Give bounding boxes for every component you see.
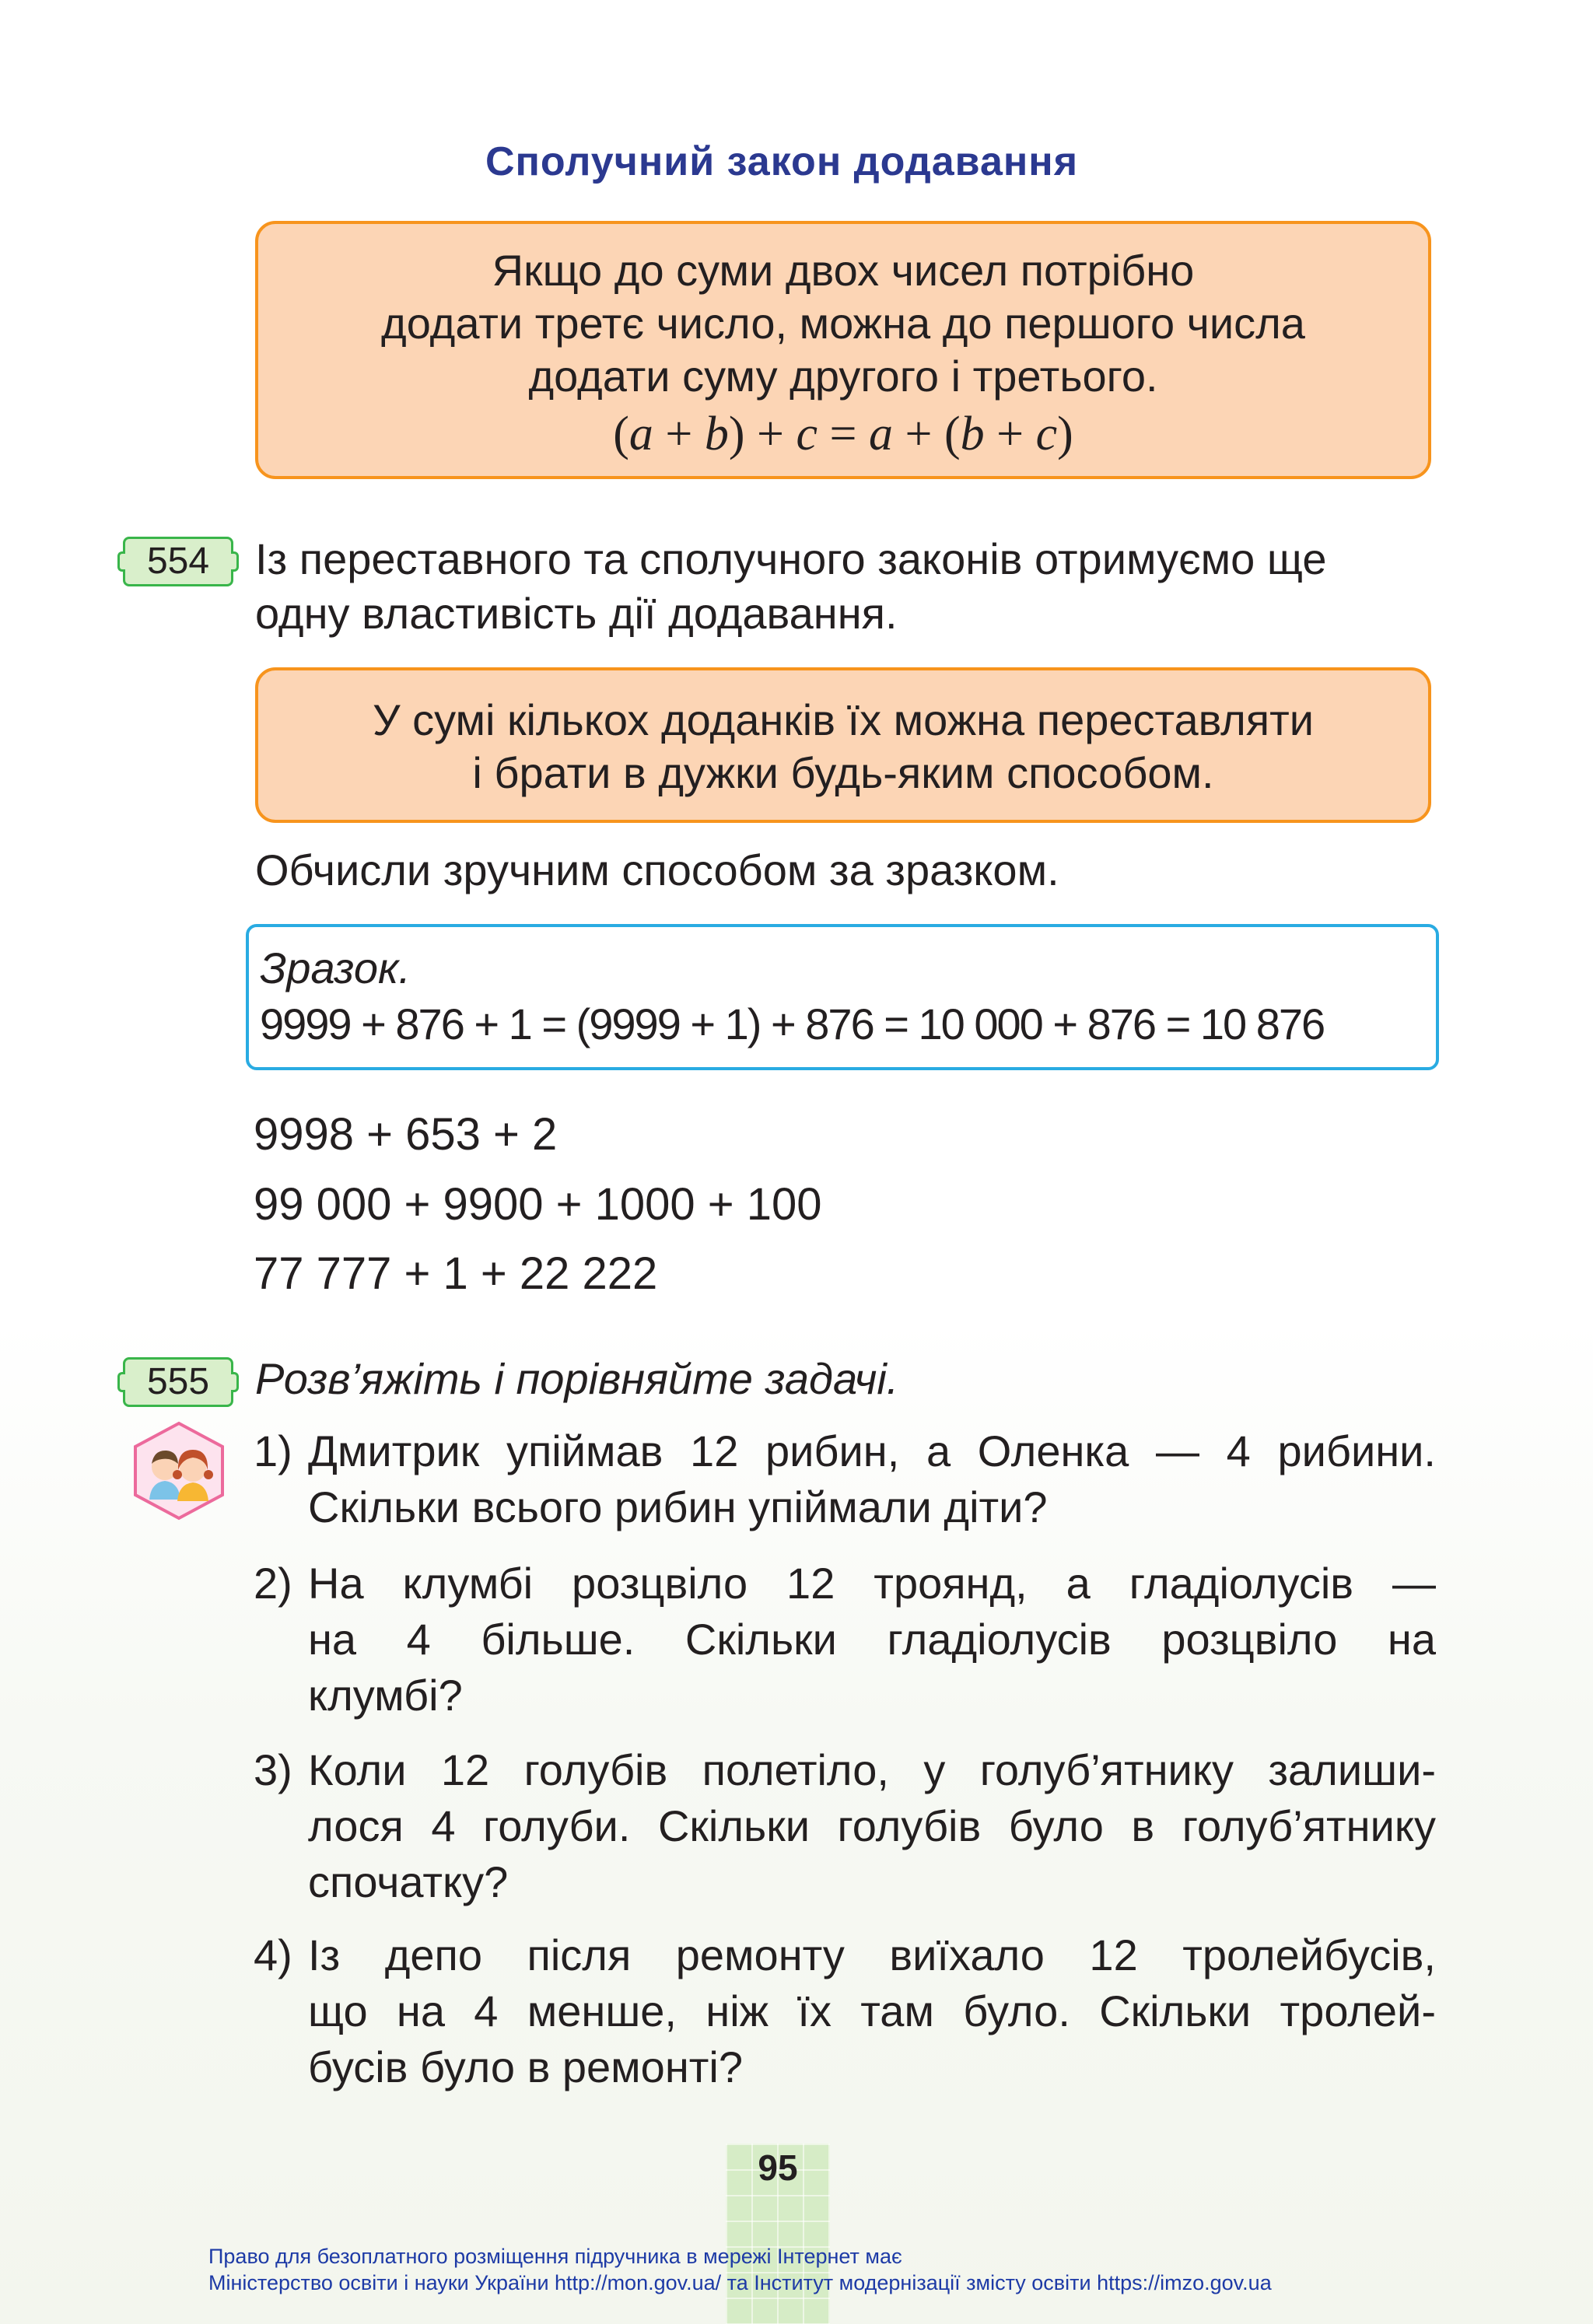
item-text: [308, 1556, 1436, 1724]
item-line: На клумбі розцвіло 12 троянд, а гладіолусів —: [308, 1559, 1436, 1608]
task-555-item-3: [254, 1742, 1436, 1910]
rule-line: Якщо до суми двох чисел потрібно: [492, 246, 1195, 295]
expression-1: 9998 + 653 + 2: [254, 1109, 558, 1160]
item-text: [308, 1423, 1436, 1535]
footer-line-2: Міністерство освіти і науки України http://mon.gov.ua/ та Інститут модернізації змісту освіти https://imzo.gov.ua: [208, 2271, 1272, 2294]
task-555-item-4: [254, 1927, 1436, 2095]
item-line: спочатку?: [308, 1857, 509, 1906]
sample-expression: 9999 + 876 + 1 = (9999 + 1) + 876 = 10 000 + 876 = 10 876: [260, 999, 1325, 1048]
footer-notice: [208, 2243, 1531, 2296]
task-number-555: 555: [123, 1357, 233, 1407]
task-555-item-1: [254, 1423, 1436, 1535]
item-text: [308, 1927, 1436, 2095]
item-number: 3): [254, 1745, 292, 1794]
rule-box-associative: [255, 221, 1431, 479]
task-555-item-2: [254, 1556, 1436, 1724]
task-555-title: Розв’яжіть і порівняйте задачі.: [255, 1354, 899, 1403]
task-554-line: одну властивість дії додавання.: [255, 589, 898, 638]
item-line: Із депо після ремонту виїхало 12 тролейбусів,: [308, 1930, 1436, 1979]
rule-line: додати суму другого і третього.: [528, 352, 1158, 401]
task-554-line: Із переставного та сполучного законів отримуємо ще: [255, 534, 1327, 583]
rule-box-property: [255, 667, 1431, 823]
rule-line: і брати в дужки будь-яким способом.: [472, 748, 1214, 797]
rule-line: додати третє число, можна до першого числа: [381, 299, 1305, 348]
rule-formula: (a + b) + c = a + (b + c): [613, 408, 1073, 460]
item-text: [308, 1742, 1436, 1910]
item-line: Коли 12 голубів полетіло, у голуб’ятнику залиши-: [308, 1745, 1436, 1794]
item-line: на 4 більше. Скільки гладіолусів розцвіло на: [308, 1615, 1436, 1664]
item-line: лося 4 голуби. Скільки голубів було в голуб’ятнику: [308, 1801, 1436, 1850]
sample-box: [246, 924, 1439, 1070]
task-554-instruction: Обчисли зручним способом за зразком.: [255, 845, 1059, 894]
page-number: 95: [758, 2147, 798, 2188]
task-554-text: [255, 532, 1437, 641]
sample-label: Зразок.: [260, 943, 411, 992]
item-line: Дмитрик упіймав 12 рибин, а Оленка — 4 рибини.: [308, 1426, 1436, 1475]
item-line: клумбі?: [308, 1671, 463, 1720]
expression-3: 77 777 + 1 + 22 222: [254, 1248, 658, 1299]
section-title: Сполучний закон додавання: [485, 139, 1079, 184]
item-number: 1): [254, 1426, 292, 1475]
item-number: 2): [254, 1559, 292, 1608]
pair-work-icon: [131, 1420, 227, 1521]
item-line: бусів було в ремонті?: [308, 2042, 743, 2091]
rule-line: У сумі кількох доданків їх можна переставляти: [372, 695, 1315, 744]
item-line: Скільки всього рибин упіймали діти?: [308, 1482, 1048, 1531]
footer-line-1: Право для безоплатного розміщення підручника в мережі Інтернет має: [208, 2245, 902, 2268]
item-number: 4): [254, 1930, 292, 1979]
expression-2: 99 000 + 9900 + 1000 + 100: [254, 1179, 822, 1230]
task-number-554: 554: [123, 537, 233, 586]
item-line: що на 4 менше, ніж їх там було. Скільки тролей-: [308, 1986, 1436, 2035]
